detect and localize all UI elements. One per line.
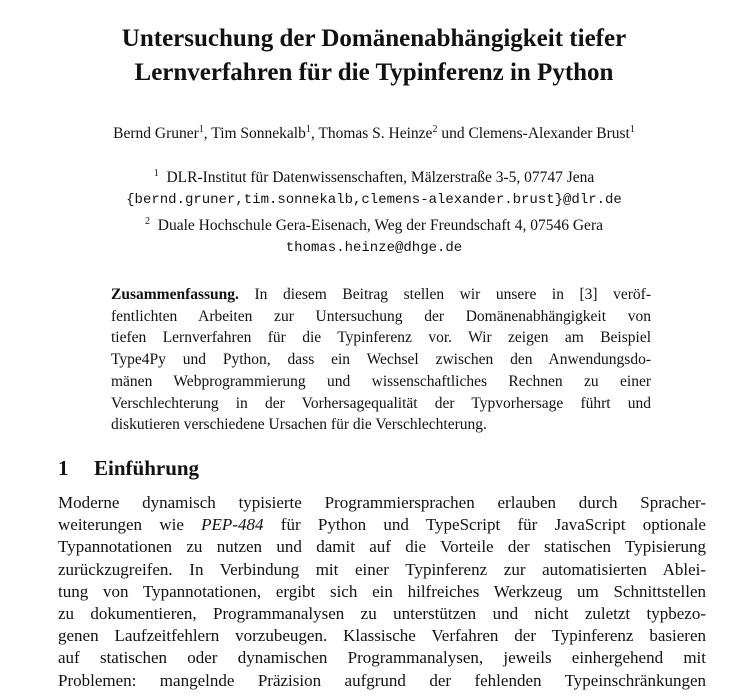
author: Clemens-Alexander Brust$^1$ bbox=[468, 124, 635, 143]
pep-reference: PEP-484 bbox=[201, 515, 264, 535]
body-line: Typannotationen zu nutzen und damit auf die Vorteile der statischen Typisierung bbox=[58, 537, 706, 557]
email-2: thomas.heinze@dhge.de bbox=[285, 240, 463, 257]
body-line: weiterungen wie PEP-484 für Python und TypeScript für JavaScript optionale bbox=[58, 515, 706, 535]
body-line: auf statischen oder dynamischen Programmanalysen, jeweils einhergehend mit bbox=[58, 648, 706, 668]
title-line-2: Lernverfahren für die Typinferenz in Python bbox=[134, 59, 614, 86]
body-line: tung von Typannotationen, ergibt sich ein hilfreiches Werkzeug um Schnittstellen bbox=[58, 581, 706, 601]
affiliations bbox=[0, 163, 748, 259]
body-text bbox=[58, 492, 706, 692]
abstract-line: Verschlechterung in der Vorhersagequalität der Typvorhersage führt und bbox=[111, 394, 651, 412]
author-list bbox=[0, 124, 748, 143]
abstract-line: mänen Webprogrammierung und wissenschaftliches Rechnen zu einer bbox=[111, 372, 651, 390]
affiliation-2: $^2$ Duale Hochschule Gera-Eisenach, Weg der Freundschaft 4, 07546 Gera bbox=[145, 216, 603, 235]
body-line: zurückzugreifen. In Verbindung mit einer Typinferenz zur automatisierten Ablei- bbox=[58, 559, 706, 579]
section-heading bbox=[58, 456, 199, 481]
title-line-1: Untersuchung der Domänenabhängigkeit tiefer bbox=[121, 25, 627, 52]
affiliation-1: $^1$ DLR-Institut für Datenwissenschaften, Mälzerstraße 3-5, 07747 Jena bbox=[153, 168, 595, 187]
body-line: Problemen: mangelnde Präzision aufgrund der fehlenden Typeinschränkungen bbox=[58, 670, 706, 690]
body-line: zu dokumentieren, Programmanalysen zu unterstützen und nicht zuletzt typbezo- bbox=[58, 604, 706, 624]
abstract-label: Zusammenfassung. bbox=[111, 286, 239, 303]
email-1: {bernd.gruner,tim.sonnekalb,clemens-alexander.brust}@dlr.de bbox=[126, 192, 622, 209]
body-line: genen Laufzeitfehlern vorzubeugen. Klassische Verfahren der Typinferenz basieren bbox=[58, 626, 706, 646]
abstract-line: fentlichten Arbeiten zur Untersuchung der Domänenabhängigkeit von bbox=[111, 307, 651, 325]
section-number: 1 bbox=[58, 456, 69, 480]
author: Thomas S. Heinze$^2$ und bbox=[318, 124, 469, 143]
section-title: Einführung bbox=[94, 456, 200, 480]
abstract-line: tiefen Lernverfahren für die Typinferenz vor. Wir zeigen am Beispiel bbox=[111, 329, 651, 347]
author: Bernd Gruner$^1$, bbox=[113, 124, 212, 143]
abstract-line: diskutieren verschiedene Ursachen für die Verschlechterung. bbox=[111, 416, 487, 434]
abstract-line: Zusammenfassung. In diesem Beitrag stellen wir unsere in [3] veröf- bbox=[111, 286, 652, 303]
body-line: Moderne dynamisch typisierte Programmiersprachen erlauben durch Spracher- bbox=[58, 493, 706, 512]
author: Tim Sonnekalb$^1$, bbox=[211, 124, 319, 143]
paper-title bbox=[0, 22, 748, 90]
abstract-line: Type4Py und Python, dass ein Wechsel zwischen den Anwendungsdo- bbox=[111, 351, 651, 369]
abstract bbox=[111, 284, 651, 436]
